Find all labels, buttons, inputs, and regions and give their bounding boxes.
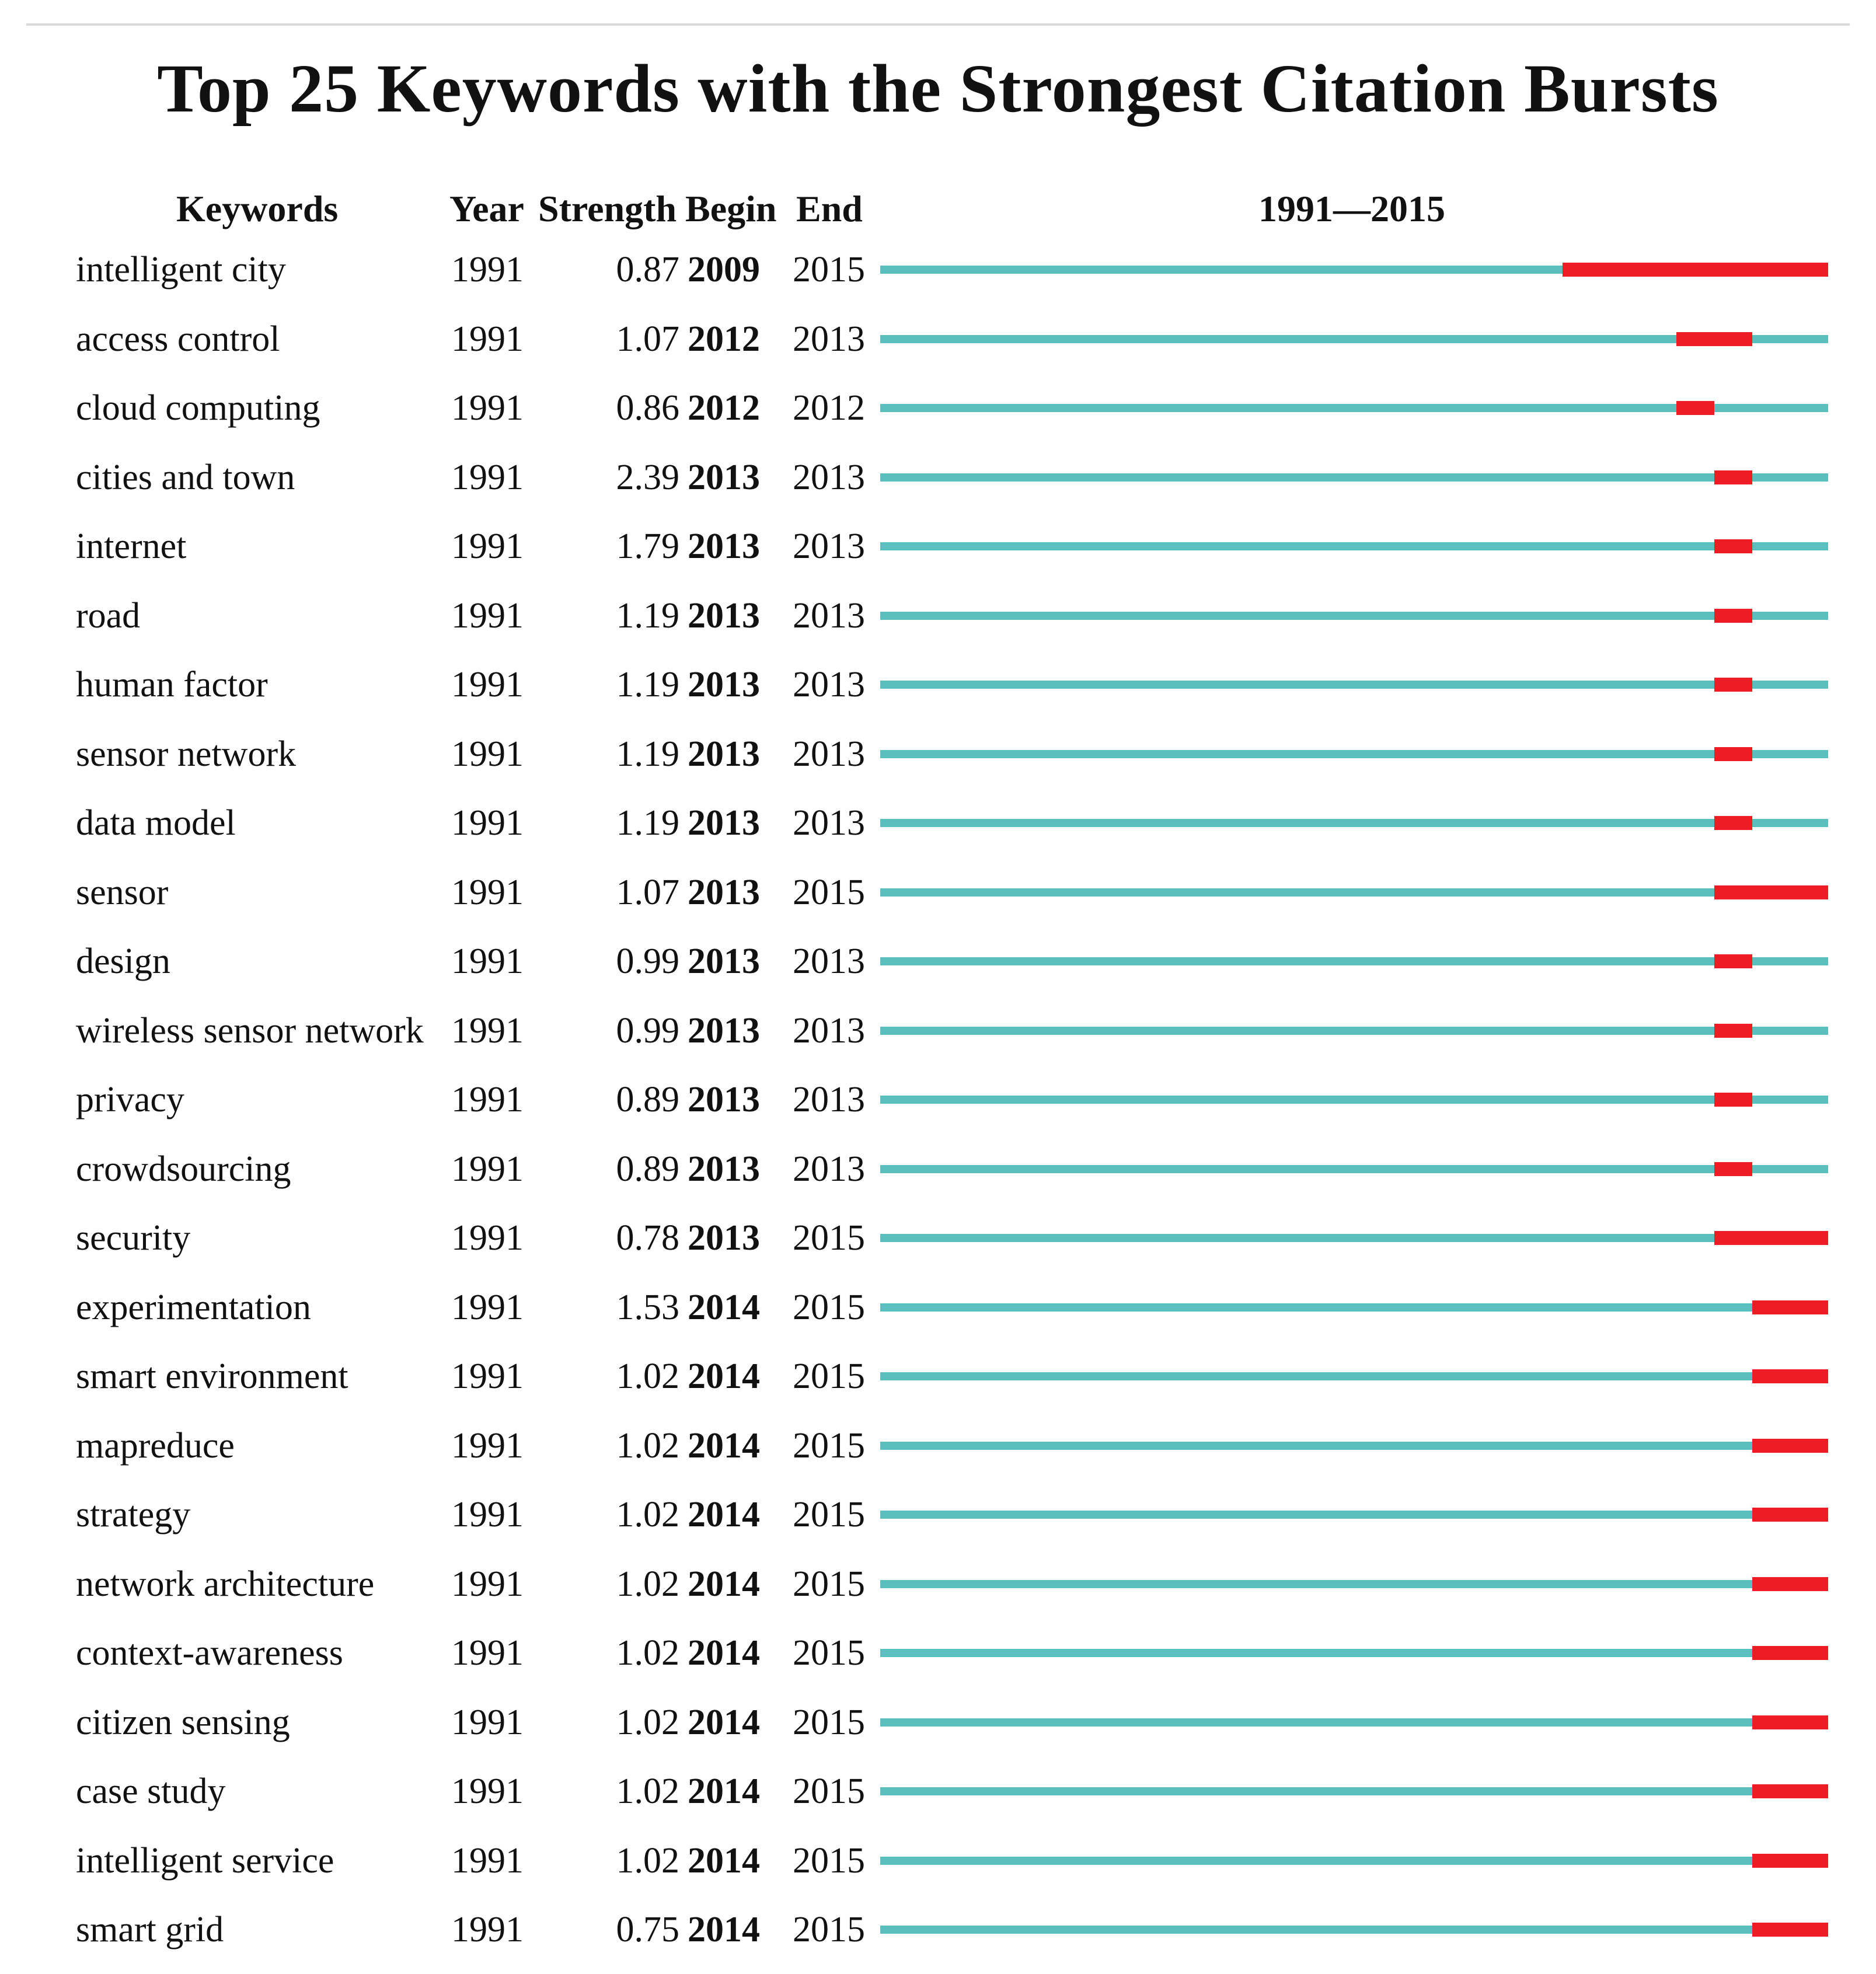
burst-timeline <box>880 725 1828 783</box>
end-cell: 2013 <box>793 319 865 359</box>
timeline-track <box>880 750 1828 758</box>
timeline-track <box>880 1234 1828 1242</box>
end-cell: 2015 <box>793 1425 865 1466</box>
burst-timeline <box>880 310 1828 368</box>
keyword-cell: wireless sensor network <box>76 1010 424 1051</box>
table-row <box>0 1832 1876 1900</box>
timeline-track <box>880 1372 1828 1380</box>
keyword-cell: mapreduce <box>76 1425 235 1466</box>
table-row <box>0 1417 1876 1485</box>
table-row <box>0 1485 1876 1554</box>
table-row <box>0 1278 1876 1347</box>
year-cell: 1991 <box>451 803 524 843</box>
table-row <box>0 725 1876 794</box>
keyword-cell: smart environment <box>76 1356 348 1396</box>
keyword-cell: sensor <box>76 872 169 912</box>
timeline-track <box>880 1926 1828 1934</box>
year-cell: 1991 <box>451 1910 524 1949</box>
burst-timeline <box>880 794 1828 852</box>
strength-cell: 0.87 <box>616 250 679 290</box>
year-cell: 1991 <box>451 319 524 359</box>
begin-cell: 2013 <box>688 734 760 774</box>
begin-cell: 2013 <box>688 665 760 704</box>
end-cell: 2015 <box>793 1702 865 1742</box>
year-cell: 1991 <box>451 941 524 981</box>
begin-cell: 2014 <box>688 1495 760 1534</box>
chart-title: Top 25 Keywords with the Strongest Citation Bursts <box>157 50 1719 127</box>
burst-timeline <box>880 655 1828 714</box>
burst-timeline <box>880 1555 1828 1613</box>
year-cell: 1991 <box>451 1633 524 1673</box>
timeline-track <box>880 473 1828 482</box>
burst-timeline <box>880 863 1828 922</box>
keyword-cell: experimentation <box>76 1287 311 1327</box>
burst-timeline <box>880 1693 1828 1752</box>
burst-segment <box>1714 885 1828 899</box>
begin-cell: 2014 <box>688 1564 760 1604</box>
strength-cell: 1.02 <box>616 1702 679 1742</box>
burst-timeline <box>880 587 1828 645</box>
year-cell: 1991 <box>451 665 524 704</box>
table-row <box>0 240 1876 309</box>
year-cell: 1991 <box>451 1356 524 1396</box>
burst-segment <box>1752 1369 1828 1383</box>
table-row <box>0 379 1876 448</box>
begin-cell: 2014 <box>688 1633 760 1673</box>
begin-cell: 2013 <box>688 457 760 497</box>
burst-timeline <box>880 1624 1828 1682</box>
begin-cell: 2009 <box>688 250 760 290</box>
timeline-track <box>880 888 1828 897</box>
header-keywords: Keywords <box>176 188 339 229</box>
begin-cell: 2013 <box>688 803 760 843</box>
strength-cell: 1.02 <box>616 1425 679 1466</box>
strength-cell: 1.02 <box>616 1495 679 1534</box>
keyword-cell: internet <box>76 526 187 566</box>
table-row <box>0 1070 1876 1139</box>
table-row <box>0 1762 1876 1831</box>
begin-cell: 2014 <box>688 1840 760 1881</box>
strength-cell: 1.19 <box>616 665 679 704</box>
burst-segment <box>1752 1784 1828 1798</box>
burst-segment <box>1676 332 1752 346</box>
year-cell: 1991 <box>451 457 524 497</box>
begin-cell: 2013 <box>688 1010 760 1051</box>
begin-cell: 2013 <box>688 526 760 566</box>
year-cell: 1991 <box>451 1840 524 1881</box>
table-row <box>0 1555 1876 1624</box>
burst-timeline <box>880 1900 1828 1959</box>
year-cell: 1991 <box>451 1564 524 1604</box>
table-row <box>0 1209 1876 1278</box>
begin-cell: 2014 <box>688 1910 760 1949</box>
keyword-cell: strategy <box>76 1495 191 1534</box>
year-cell: 1991 <box>451 1771 524 1811</box>
keyword-cell: crowdsourcing <box>76 1149 291 1189</box>
keyword-cell: human factor <box>76 665 268 704</box>
burst-segment <box>1752 1577 1828 1591</box>
end-cell: 2015 <box>793 1287 865 1327</box>
strength-cell: 1.19 <box>616 803 679 843</box>
end-cell: 2013 <box>793 595 865 636</box>
table-row <box>0 863 1876 932</box>
strength-cell: 1.07 <box>616 319 679 359</box>
burst-segment <box>1714 1093 1752 1107</box>
burst-segment <box>1714 470 1752 484</box>
keyword-cell: cloud computing <box>76 388 320 428</box>
burst-segment <box>1676 401 1714 415</box>
keyword-cell: privacy <box>76 1080 184 1119</box>
strength-cell: 0.78 <box>616 1218 679 1258</box>
begin-cell: 2013 <box>688 872 760 912</box>
table-row <box>0 1900 1876 1969</box>
burst-segment <box>1714 816 1752 830</box>
begin-cell: 2014 <box>688 1356 760 1396</box>
burst-segment <box>1714 1162 1752 1176</box>
timeline-track <box>880 1649 1828 1657</box>
strength-cell: 1.02 <box>616 1840 679 1881</box>
header-year-range: 1991—2015 <box>1258 188 1445 229</box>
burst-segment <box>1752 1646 1828 1660</box>
begin-cell: 2013 <box>688 1080 760 1119</box>
burst-segment <box>1714 1024 1752 1038</box>
year-cell: 1991 <box>451 1425 524 1466</box>
burst-timeline <box>880 1209 1828 1267</box>
strength-cell: 0.99 <box>616 1010 679 1051</box>
keyword-cell: road <box>76 595 141 636</box>
begin-cell: 2013 <box>688 941 760 981</box>
keyword-cell: intelligent city <box>76 250 286 290</box>
year-cell: 1991 <box>451 1702 524 1742</box>
strength-cell: 1.02 <box>616 1771 679 1811</box>
burst-segment <box>1752 1715 1828 1729</box>
burst-timeline <box>880 1278 1828 1337</box>
burst-timeline <box>880 1485 1828 1544</box>
table-row <box>0 587 1876 655</box>
header-strength: Strength <box>538 188 677 229</box>
end-cell: 2015 <box>793 1771 865 1811</box>
year-cell: 1991 <box>451 1218 524 1258</box>
burst-segment <box>1752 1300 1828 1314</box>
timeline-track <box>880 1787 1828 1795</box>
timeline-track <box>880 1857 1828 1865</box>
burst-timeline <box>880 1762 1828 1820</box>
timeline-track <box>880 1442 1828 1450</box>
keyword-cell: citizen sensing <box>76 1702 290 1742</box>
end-cell: 2015 <box>793 1218 865 1258</box>
burst-segment <box>1563 263 1828 277</box>
begin-cell: 2013 <box>688 1149 760 1189</box>
keyword-cell: access control <box>76 319 280 359</box>
table-row <box>0 1140 1876 1209</box>
table-row <box>0 1002 1876 1070</box>
begin-cell: 2014 <box>688 1287 760 1327</box>
year-cell: 1991 <box>451 872 524 912</box>
burst-segment <box>1714 539 1752 553</box>
timeline-track <box>880 1027 1828 1035</box>
burst-timeline <box>880 932 1828 991</box>
keyword-cell: sensor network <box>76 734 297 774</box>
end-cell: 2013 <box>793 941 865 981</box>
timeline-track <box>880 612 1828 620</box>
end-cell: 2015 <box>793 1910 865 1949</box>
begin-cell: 2013 <box>688 1218 760 1258</box>
strength-cell: 0.99 <box>616 941 679 981</box>
timeline-track <box>880 1096 1828 1104</box>
keyword-cell: design <box>76 941 170 981</box>
keyword-cell: intelligent service <box>76 1840 334 1881</box>
end-cell: 2013 <box>793 1010 865 1051</box>
year-cell: 1991 <box>451 1287 524 1327</box>
burst-timeline <box>880 517 1828 576</box>
year-cell: 1991 <box>451 388 524 428</box>
strength-cell: 1.02 <box>616 1564 679 1604</box>
table-row <box>0 1693 1876 1762</box>
strength-cell: 1.79 <box>616 526 679 566</box>
table-row <box>0 448 1876 517</box>
table-row <box>0 310 1876 379</box>
burst-segment <box>1714 747 1752 761</box>
burst-timeline <box>880 240 1828 299</box>
burst-segment <box>1714 678 1752 692</box>
strength-cell: 1.19 <box>616 595 679 636</box>
keyword-cell: case study <box>76 1771 226 1811</box>
burst-timeline <box>880 448 1828 507</box>
table-row <box>0 1347 1876 1416</box>
timeline-track <box>880 1303 1828 1312</box>
strength-cell: 2.39 <box>616 457 679 497</box>
year-cell: 1991 <box>451 1010 524 1051</box>
burst-timeline <box>880 1002 1828 1060</box>
header-end: End <box>796 188 863 229</box>
keyword-cell: security <box>76 1218 191 1258</box>
end-cell: 2015 <box>793 1564 865 1604</box>
strength-cell: 1.19 <box>616 734 679 774</box>
table-row <box>0 517 1876 586</box>
year-cell: 1991 <box>451 250 524 290</box>
timeline-track <box>880 1580 1828 1588</box>
strength-cell: 0.86 <box>616 388 679 428</box>
burst-segment <box>1714 609 1752 623</box>
strength-cell: 0.75 <box>616 1910 679 1949</box>
header-year: Year <box>449 188 524 229</box>
burst-segment <box>1752 1508 1828 1522</box>
keyword-cell: network architecture <box>76 1564 375 1604</box>
year-cell: 1991 <box>451 595 524 636</box>
burst-segment <box>1752 1439 1828 1453</box>
keyword-cell: cities and town <box>76 457 295 497</box>
timeline-track <box>880 819 1828 827</box>
year-cell: 1991 <box>451 1149 524 1189</box>
burst-segment <box>1714 954 1752 968</box>
keyword-cell: data model <box>76 803 236 843</box>
strength-cell: 1.02 <box>616 1633 679 1673</box>
timeline-track <box>880 542 1828 550</box>
timeline-track <box>880 1718 1828 1727</box>
end-cell: 2013 <box>793 803 865 843</box>
begin-cell: 2012 <box>688 319 760 359</box>
timeline-track <box>880 957 1828 965</box>
begin-cell: 2014 <box>688 1771 760 1811</box>
burst-segment <box>1752 1854 1828 1868</box>
end-cell: 2015 <box>793 1495 865 1534</box>
timeline-track <box>880 681 1828 689</box>
end-cell: 2015 <box>793 1840 865 1881</box>
keyword-cell: smart grid <box>76 1910 224 1949</box>
strength-cell: 1.07 <box>616 872 679 912</box>
end-cell: 2013 <box>793 526 865 566</box>
begin-cell: 2012 <box>688 388 760 428</box>
end-cell: 2013 <box>793 1080 865 1119</box>
keyword-cell: context-awareness <box>76 1633 343 1673</box>
end-cell: 2013 <box>793 734 865 774</box>
burst-timeline <box>880 1417 1828 1475</box>
burst-timeline <box>880 1070 1828 1129</box>
strength-cell: 1.02 <box>616 1356 679 1396</box>
timeline-track <box>880 1165 1828 1173</box>
burst-segment <box>1752 1923 1828 1937</box>
table-row <box>0 794 1876 863</box>
burst-timeline <box>880 1832 1828 1890</box>
end-cell: 2013 <box>793 1149 865 1189</box>
year-cell: 1991 <box>451 734 524 774</box>
burst-timeline <box>880 379 1828 437</box>
begin-cell: 2014 <box>688 1425 760 1466</box>
burst-timeline <box>880 1140 1828 1198</box>
begin-cell: 2014 <box>688 1702 760 1742</box>
year-cell: 1991 <box>451 1080 524 1119</box>
table-row <box>0 655 1876 724</box>
begin-cell: 2013 <box>688 595 760 636</box>
end-cell: 2013 <box>793 665 865 704</box>
end-cell: 2013 <box>793 457 865 497</box>
table-row <box>0 932 1876 1001</box>
year-cell: 1991 <box>451 526 524 566</box>
table-row <box>0 1624 1876 1693</box>
end-cell: 2012 <box>793 388 865 428</box>
burst-timeline <box>880 1347 1828 1405</box>
end-cell: 2015 <box>793 872 865 912</box>
timeline-track <box>880 1511 1828 1519</box>
end-cell: 2015 <box>793 250 865 290</box>
burst-segment <box>1714 1231 1828 1245</box>
end-cell: 2015 <box>793 1356 865 1396</box>
end-cell: 2015 <box>793 1633 865 1673</box>
strength-cell: 0.89 <box>616 1149 679 1189</box>
header-begin: Begin <box>685 188 777 229</box>
strength-cell: 0.89 <box>616 1080 679 1119</box>
year-cell: 1991 <box>451 1495 524 1534</box>
strength-cell: 1.53 <box>616 1287 679 1327</box>
